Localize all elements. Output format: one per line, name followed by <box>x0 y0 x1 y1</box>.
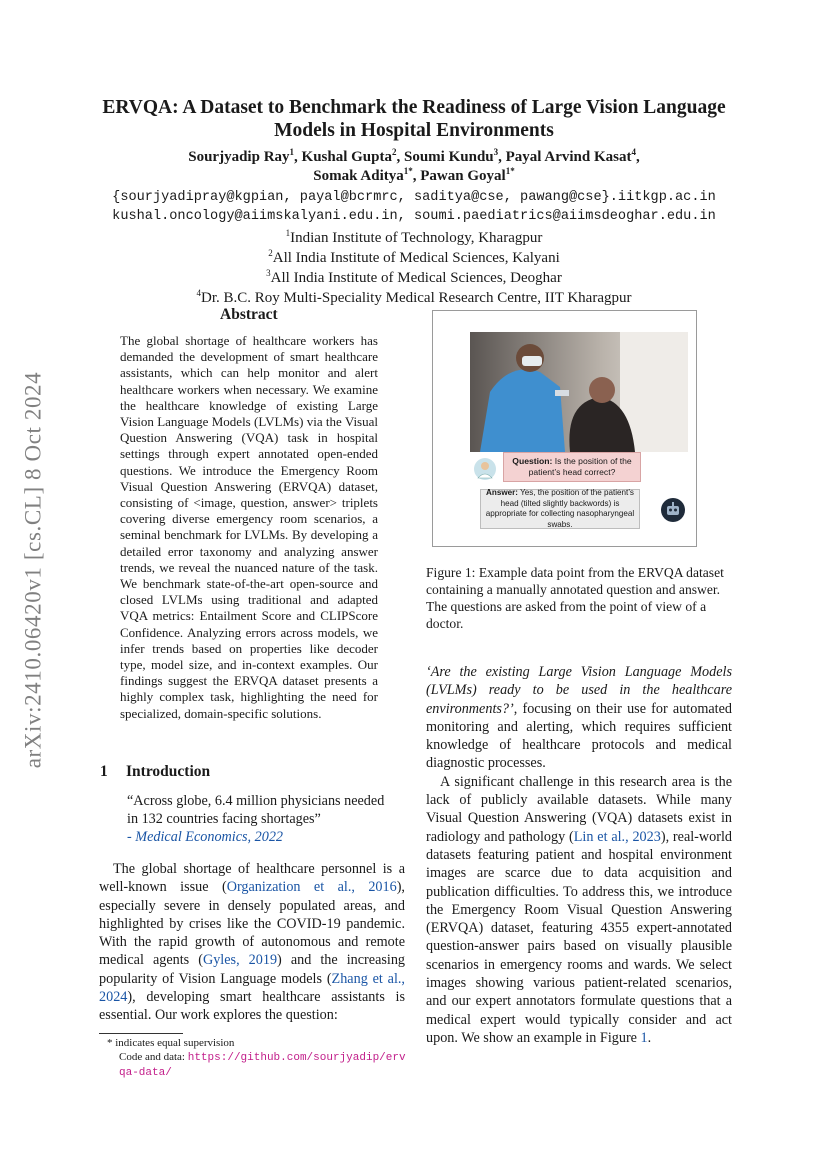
intro-right-column <box>426 663 732 1047</box>
citation-link[interactable]: Zhang et al., 2024 <box>99 970 405 1006</box>
doctor-avatar-icon <box>474 458 496 480</box>
author-sup: 2 <box>392 147 397 157</box>
author-sup: 1* <box>403 166 413 176</box>
footnote-rule <box>99 1033 183 1034</box>
arxiv-id-text: arXiv:2410.06420v1 [cs.CL] 8 Oct 2024 <box>20 371 46 769</box>
dataset-paragraph: A significant challenge in this research area is the lack of publicly available datasets. While many Visual Question Answering (VQA) datasets exist in radiology and pathology (Lin et al., 2023), real-world datasets featuring patient and hospital environment images are scarce due to data acquisition and publication difficulties. To address this, we introduce the Emergency Room Visual Question Answering (ERVQA) dataset, featuring 4355 expert-annotated question-answer pairs based on visually plausible scenarios in emergency rooms and wards. We select images showing various patient-related scenarios, and our expert annotators formulate questions that a medical expert would typically consider and act upon. We show an example in Figure 1. <box>426 773 733 1046</box>
abstract-text: The global shortage of healthcare workers has demanded the development of smart healthcare assistants, which can help monitor and alert healthcare workers when necessary. We examine the healthcare knowledge of existing Large Vision Language Models (LVLMs) via the Visual Question Answering (VQA) task in hospital settings through expert annotated open-ended questions. We introduce the Emergency Room Visual Question Answering (ERVQA) dataset, consisting of <image, question, answer> triplets covering diverse emergency room scenarios, a seminal benchmark for LVLMs. By developing a detailed error taxonomy and analyzing answer trends, we reveal the nuanced nature of the task. We benchmark state-of-the-art open-source and closed LVLMs using traditional and adapted VQA metrics: Entailment Score and CLIPScore Confidence. Analyzing errors across models, we infer trends based on properties like decoder type, model size, and in-context examples. Our findings suggest the ERVQA dataset presents a highly complex task, highlighting the need for specialized, domain-specific solutions. <box>120 333 378 721</box>
affiliations <box>60 228 768 308</box>
author-name: Sourjyadip Ray <box>188 149 290 165</box>
answer-text: Yes, the position of the patient’s head (tilted slightly backwords) is appropriate for collecting nasopharyngeal swabs. <box>485 488 635 529</box>
figure-ref-link[interactable]: 1 <box>640 1029 648 1046</box>
figure-1 <box>432 310 697 547</box>
question-text: Is the position of the patient’s head correct? <box>528 456 632 477</box>
section-title: Introduction <box>126 763 211 780</box>
question-label: Question: <box>512 456 553 466</box>
question-box <box>503 452 641 482</box>
author-name: Kushal Gupta <box>301 149 392 165</box>
citation-link[interactable]: Organization et al., 2016 <box>226 879 397 896</box>
author-name: Pawan Goyal <box>420 168 506 184</box>
author-line-1: Sourjyadip Ray$^1$, Kushal Gupta$^2$, Soumi Kundu$^3$, Payal Arvind Kasat$^4$, <box>188 147 640 165</box>
robot-icon <box>661 498 685 522</box>
author-emails <box>60 188 768 226</box>
quote-text: “Across globe, 6.4 million physicians needed in 132 countries facing shortages” <box>127 793 385 827</box>
research-question-paragraph: ‘Are the existing Large Vision Language Models (LVLMs) ready to be used in the healthcare environments?’, focusing on their use for automated monitoring and alerting, which requires sufficient knowledge of healthcare protocols and medical diagnostic processes. <box>426 664 732 772</box>
author-name: Payal Arvind Kasat <box>505 149 632 165</box>
author-sup: 3 <box>493 147 499 157</box>
footnote-equal-supervision: * indicates equal supervision <box>107 1037 235 1049</box>
email-line: {sourjyadipray@kgpian, payal@bcrmrc, saditya@cse, pawang@cse}.iitkgp.ac.in <box>112 190 716 205</box>
intro-paragraph: The global shortage of healthcare personnel is a well-known issue (Organization et al., 2016), especially severe in densely populated areas, and highlighted by crises like the COVID-19 pandemic. With the rapid growth of autonomous and remote medical agents (Gyles, 2019) and the increasing popularity of Vision Language models (Zhang et al., 2024), developing smart healthcare assistants is essential. Our work explores the question: <box>99 861 406 1024</box>
affiliation-line: $^1$Indian Institute of Technology, Kharagpur <box>285 228 543 246</box>
section-number: 1 <box>100 763 108 780</box>
quote-source: - Medical Economics, 2022 <box>127 829 284 845</box>
figure-photo <box>470 332 688 452</box>
affiliation-line: $^3$All India Institute of Medical Sciences, Deoghar <box>266 268 562 286</box>
email-line: kushal.oncology@aiimskalyani.edu.in, soumi.paediatrics@aiimsdeoghar.edu.in <box>112 209 716 224</box>
author-name: Somak Aditya <box>313 168 404 184</box>
epigraph-quote <box>127 792 389 846</box>
citation-link[interactable]: Gyles, 2019 <box>202 952 278 969</box>
footnotes <box>99 1036 407 1080</box>
abstract-heading: Abstract <box>220 306 278 323</box>
author-name: Soumi Kundu <box>404 149 494 165</box>
answer-label: Answer: <box>486 488 518 497</box>
author-list <box>80 148 748 186</box>
author-sup: 1* <box>505 166 515 176</box>
figure-caption: Figure 1: Example data point from the ERVQA dataset containing a manually annotated question and answer. The questions are asked from the point of view of a doctor. <box>426 565 724 631</box>
author-sup: 4 <box>631 147 636 157</box>
code-link[interactable]: https://github.com/sourjyadip/ervqa-data/ <box>119 1052 406 1079</box>
footnote-code: Code and data: https://github.com/sourjyadip/ervqa-data/ <box>119 1051 406 1079</box>
author-line-2: Somak Aditya$^{1*}$, Pawan Goyal$^{1*}$ <box>313 166 515 184</box>
affiliation-line: $^2$All India Institute of Medical Sciences, Kalyani <box>268 248 560 266</box>
arxiv-identifier <box>10 270 56 870</box>
answer-box <box>480 489 640 529</box>
citation-link[interactable]: Lin et al., 2023 <box>573 828 661 845</box>
affiliation-line: $^4$Dr. B.C. Roy Multi-Speciality Medical Research Centre, IIT Kharagpur <box>196 288 632 306</box>
author-sup: 1 <box>289 147 295 157</box>
section-heading <box>100 763 210 781</box>
paper-title: ERVQA: A Dataset to Benchmark the Readiness of Large Vision Language Models in Hospital Environments <box>102 97 726 141</box>
